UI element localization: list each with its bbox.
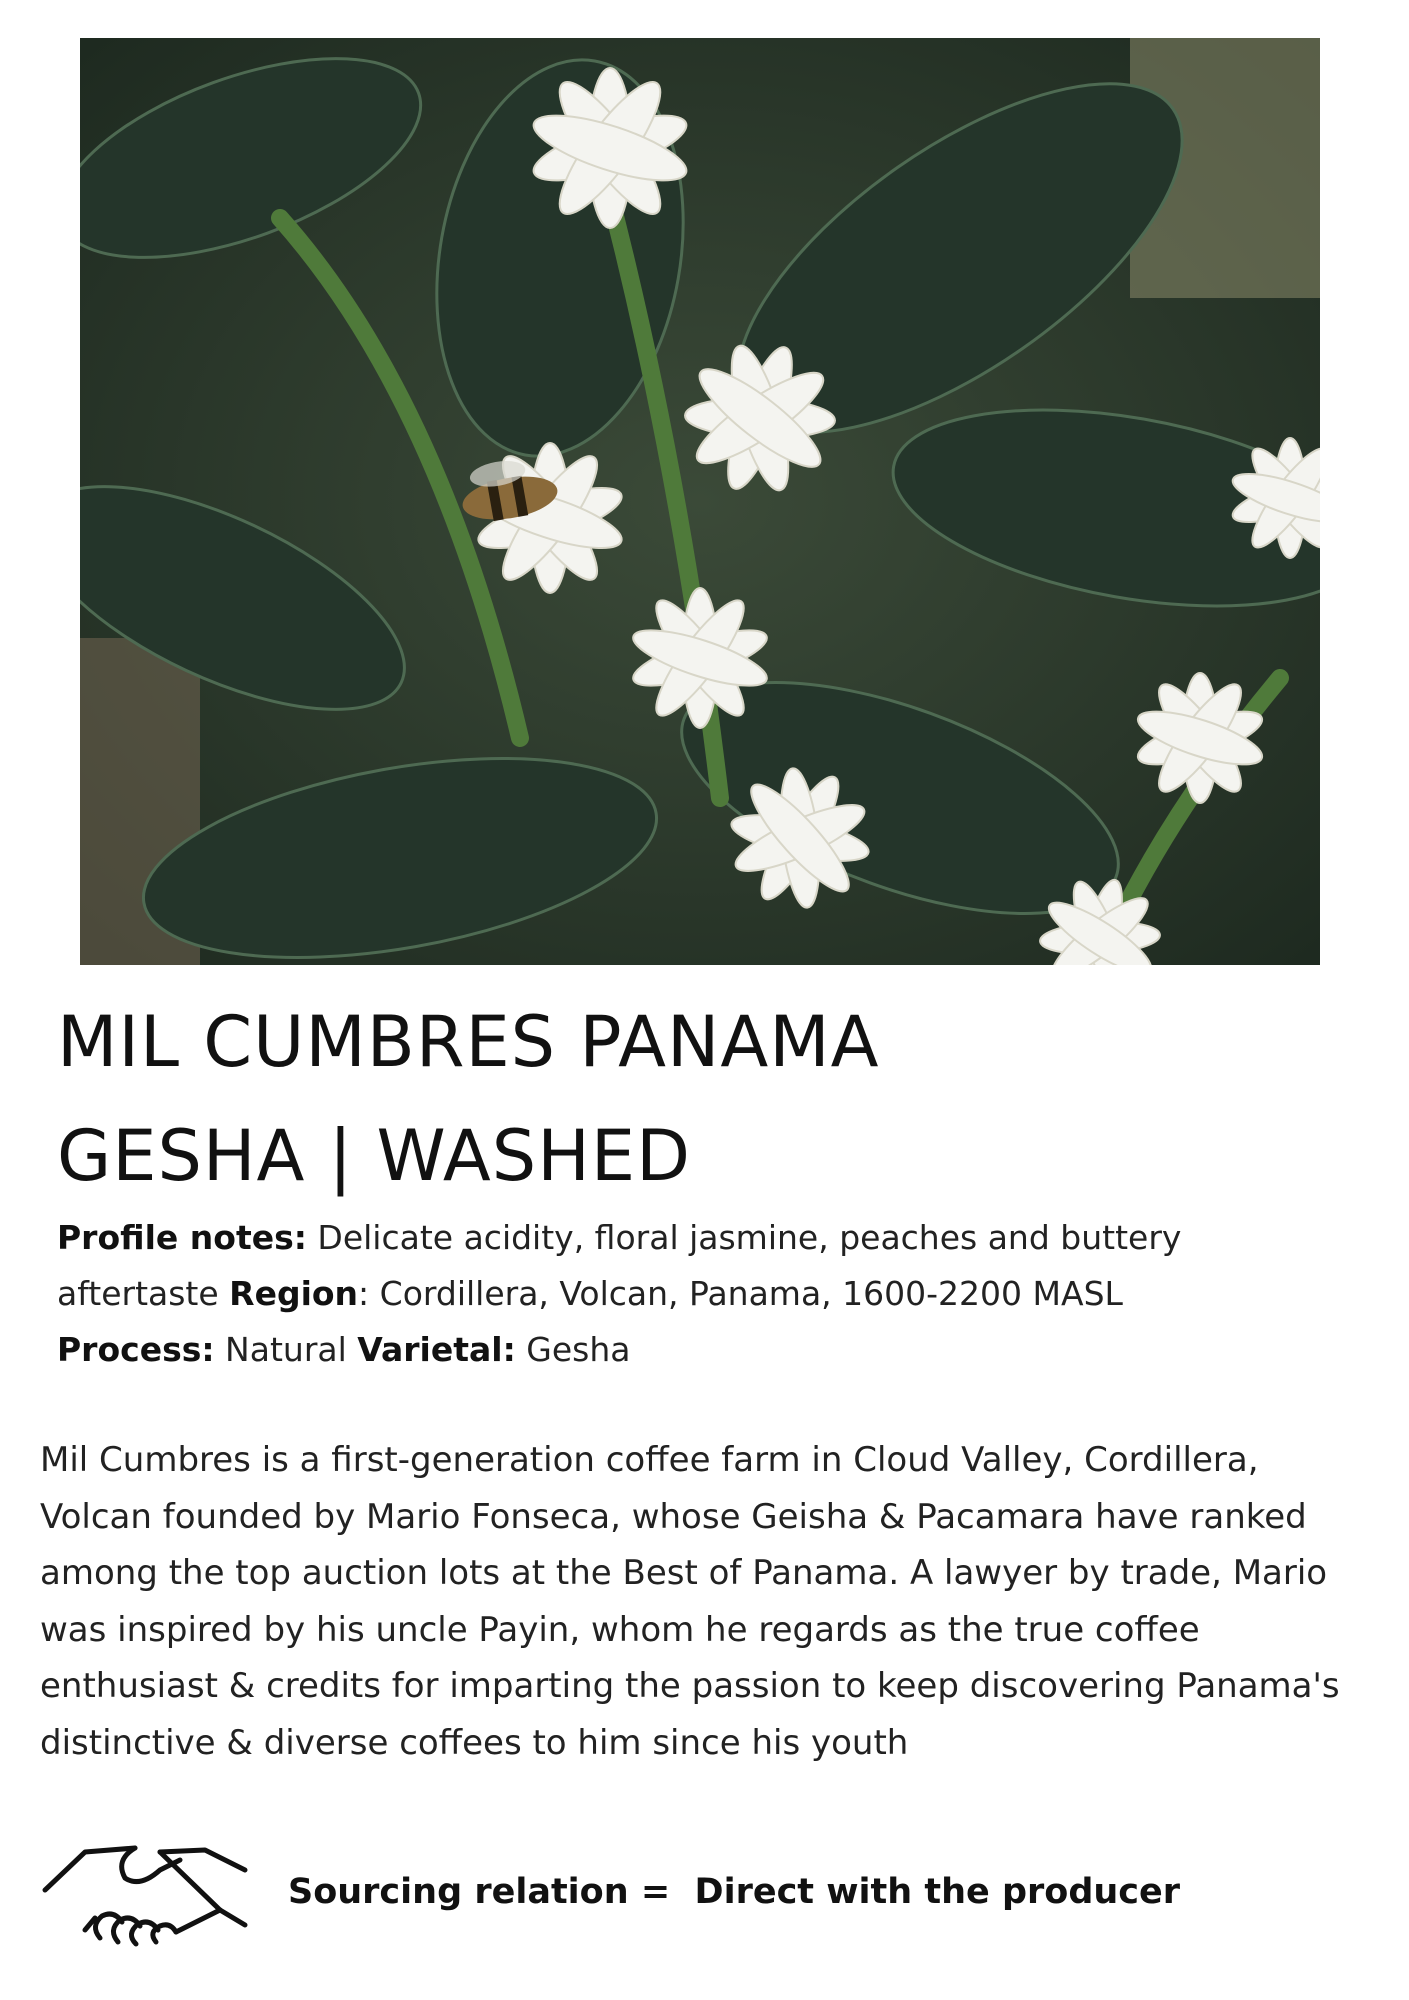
- profile-notes-value: Delicate acidity, floral jasmine, peaches and buttery aftertaste: [57, 1218, 1182, 1313]
- product-title-line2: GESHA | WASHED: [57, 1115, 691, 1197]
- handshake-icon: [40, 1830, 250, 1950]
- coffee-specs: [57, 1210, 1317, 1378]
- varietal-value: Gesha: [515, 1330, 631, 1369]
- product-title-line1: MIL CUMBRES PANAMA: [57, 1001, 880, 1083]
- varietal-label: Varietal:: [357, 1330, 516, 1369]
- profile-notes-label: Profile notes:: [57, 1218, 307, 1257]
- farm-description: Mil Cumbres is a first-generation coffee farm in Cloud Valley, Cordillera, Volcan founded by Mario Fonseca, whose Geisha & Pacamara have ranked among the top auction lots at the Best of Panama. A lawyer by trade, Mario was inspired by his uncle Payin, whom he regards as the true coffee enthusiast & credits for imparting the passion to keep discovering Panama's distinctive & diverse coffees to him since his youth: [40, 1440, 1340, 1763]
- region-value: : Cordillera, Volcan, Panama, 1600-2200 MASL: [358, 1274, 1123, 1313]
- region-label: Region: [229, 1274, 359, 1313]
- photo-illustration: [80, 38, 1320, 965]
- process-label: Process:: [57, 1330, 215, 1369]
- coffee-flowers-photo: [80, 38, 1320, 965]
- process-value: Natural: [214, 1330, 358, 1369]
- sourcing-relation: [40, 1830, 1340, 1950]
- product-title: [57, 985, 1357, 1213]
- sourcing-relation-text: Sourcing relation = Direct with the producer: [288, 1872, 1181, 1912]
